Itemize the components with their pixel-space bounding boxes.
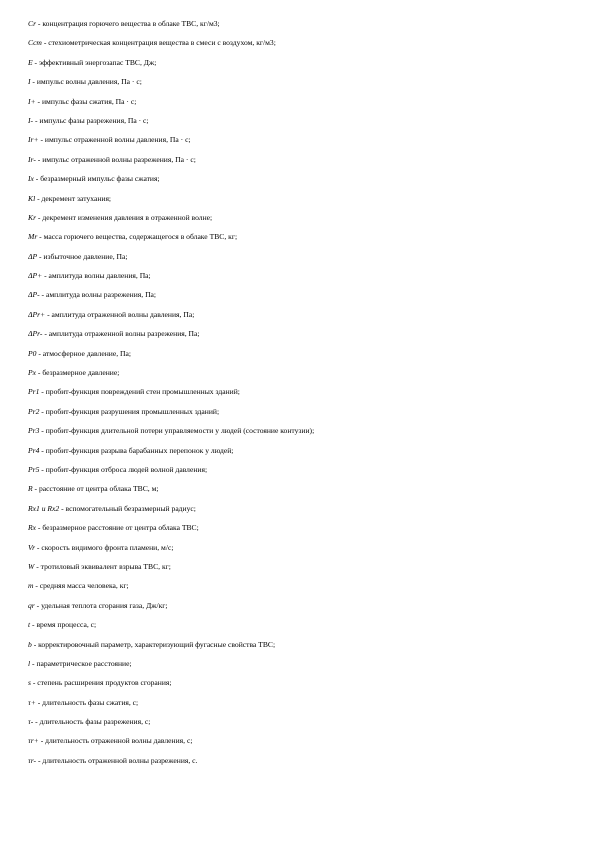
notation-symbol: b: [28, 639, 32, 649]
notation-symbol: Cr: [28, 19, 37, 28]
notation-definition: - концентрация горючего вещества в облаке ТВС, кг/м3;: [36, 19, 220, 28]
notation-symbol: qr: [28, 600, 35, 610]
notation-item: [28, 635, 573, 654]
notation-definition: - амплитуда волны разрежения, Па;: [39, 290, 157, 300]
notation-definition: - пробит-функция разрыва барабанных перепонок у людей;: [39, 445, 234, 455]
notation-symbol: I+: [28, 96, 36, 106]
notation-definition: - эффективный энергозапас ТВС, Дж;: [32, 57, 157, 67]
notation-definition: - вспомогательный безразмерный радиус;: [59, 503, 196, 513]
notation-definition: - средняя масса человека, кг;: [33, 581, 129, 591]
notation-item: [28, 53, 573, 72]
notation-definition: - импульс волны давления, Па · с;: [30, 77, 142, 87]
notation-item: [28, 596, 573, 615]
notation-symbol: τr-: [28, 755, 37, 765]
notation-definition: - безразмерное расстояние от центра облака ТВС;: [36, 523, 199, 533]
notation-item: [28, 227, 573, 246]
notation-definition: - тротиловый эквивалент взрыва ТВС, кг;: [34, 561, 171, 571]
notation-symbol: Pr3: [28, 426, 40, 436]
notation-definition: - импульс фазы сжатия, Па · с;: [35, 96, 137, 106]
notation-item: [28, 208, 573, 227]
notation-definition: - расстояние от центра облака ТВС, м;: [32, 484, 159, 494]
notation-symbol: s: [28, 678, 31, 688]
notation-definition: - длительность фазы сжатия, с;: [35, 697, 139, 707]
notation-symbol: ΔPr+: [28, 309, 46, 319]
notation-item: [28, 92, 573, 111]
notation-definition: - пробит-функция повреждений стен промышленных зданий;: [39, 387, 240, 397]
notation-item: [28, 344, 573, 363]
notation-item: [28, 693, 573, 712]
notation-symbol: Ccт: [28, 38, 42, 48]
notation-item: [28, 518, 573, 537]
notation-definition: - время процесса, с;: [30, 620, 97, 630]
notation-definition: - параметрическое расстояние;: [30, 658, 132, 668]
notation-symbol: ΔP: [28, 251, 38, 261]
notation-definition: - амплитуда отраженной волны давления, Па;: [45, 309, 195, 319]
notation-list: [28, 14, 573, 770]
notation-definition: - безразмерный импульс фазы сжатия;: [33, 174, 160, 184]
notation-definition: - декремент затухания;: [35, 193, 112, 203]
notation-symbol: Pr2: [28, 406, 40, 416]
notation-symbol: m: [28, 581, 34, 591]
notation-symbol: ΔP-: [28, 290, 40, 300]
notation-definition: - атмосферное давление, Па;: [36, 348, 131, 358]
notation-definition: - длительность отраженной волны давления, с;: [38, 736, 193, 746]
notation-item: [28, 421, 573, 440]
notation-item: [28, 576, 573, 595]
notation-symbol: Ir+: [28, 135, 39, 145]
notation-definition: - амплитуда волны давления, Па;: [42, 271, 151, 281]
notation-item: [28, 169, 573, 188]
notation-symbol: I: [28, 77, 31, 87]
notation-item: [28, 712, 573, 731]
notation-symbol: τr+: [28, 736, 39, 746]
notation-item: [28, 402, 573, 421]
notation-symbol: Pr4: [28, 445, 40, 455]
notation-symbol: W: [28, 561, 35, 571]
notation-definition: - корректировочный параметр, характеризующий фугасные свойства ТВС;: [31, 639, 276, 649]
notation-definition: - длительность фазы разрежения, с;: [33, 717, 151, 727]
notation-symbol: Vr: [28, 542, 36, 552]
notation-definition: - избыточное давление, Па;: [37, 251, 128, 261]
notation-item: [28, 751, 573, 770]
notation-definition: - пробит-функция разрушения промышленных зданий;: [39, 406, 220, 416]
notation-item: [28, 33, 573, 52]
notation-symbol: τ+: [28, 697, 36, 707]
notation-definition: - удельная теплота сгорания газа, Дж/кг;: [34, 600, 168, 610]
notation-item: [28, 538, 573, 557]
notation-symbol: Rx: [28, 523, 37, 533]
notation-item: [28, 150, 573, 169]
notation-definition: - пробит-функция длительной потери управляемости у людей (состояние контузии);: [39, 426, 315, 436]
notation-symbol: τ-: [28, 717, 34, 727]
notation-symbol: R: [28, 484, 33, 494]
notation-definition: - масса горючего вещества, содержащегося в облаке ТВС, кг;: [37, 232, 238, 242]
notation-symbol: t: [28, 620, 31, 630]
notation-symbol: ΔP+: [28, 271, 43, 281]
notation-symbol: P0: [28, 348, 37, 358]
notation-item: [28, 441, 573, 460]
notation-definition: - импульс отраженной волны разрежения, Па · с;: [35, 154, 196, 164]
notation-symbol: I-: [28, 115, 34, 125]
notation-item: [28, 305, 573, 324]
notation-definition: - степень расширения продуктов сгорания;: [30, 678, 172, 688]
notation-item: [28, 382, 573, 401]
notation-item: [28, 479, 573, 498]
notation-symbol: E: [28, 57, 33, 67]
notation-symbol: l: [28, 658, 31, 668]
notation-symbol: ΔPr-: [28, 329, 43, 339]
notation-symbol: Rx1 и Rx2: [28, 503, 60, 513]
notation-item: [28, 111, 573, 130]
notation-symbol: Kr: [28, 212, 37, 222]
notation-item: [28, 266, 573, 285]
notation-symbol: Kl: [28, 193, 36, 203]
notation-item: [28, 72, 573, 91]
notation-item: [28, 673, 573, 692]
notation-item: [28, 14, 573, 33]
notation-item: [28, 247, 573, 266]
notation-item: [28, 654, 573, 673]
notation-item: [28, 499, 573, 518]
notation-symbol: Pr5: [28, 464, 40, 474]
notation-definition: - скорость видимого фронта пламени, м/с;: [35, 542, 174, 552]
notation-symbol: Pr1: [28, 387, 40, 397]
notation-symbol: Px: [28, 368, 37, 378]
notation-item: [28, 557, 573, 576]
notation-definition: - декремент изменения давления в отраженной волне;: [36, 212, 213, 222]
notation-item: [28, 189, 573, 208]
notation-definition: - безразмерное давление;: [36, 368, 120, 378]
notation-symbol: Ix: [28, 174, 34, 184]
notation-symbol: Ir-: [28, 154, 36, 164]
notation-definition: - стехиометрическая концентрация вещества в смеси с воздухом, кг/м3;: [41, 38, 276, 48]
notation-item: [28, 363, 573, 382]
notation-definition: - амплитуда отраженной волны разрежения, Па;: [42, 329, 200, 339]
notation-item: [28, 130, 573, 149]
notation-definition: - импульс фазы разрежения, Па · с;: [33, 115, 149, 125]
notation-definition: - пробит-функция отброса людей волной давления;: [39, 464, 208, 474]
notation-item: [28, 285, 573, 304]
notation-item: [28, 324, 573, 343]
notation-item: [28, 460, 573, 479]
notation-item: [28, 731, 573, 750]
notation-definition: - импульс отраженной волны давления, Па · с;: [38, 135, 191, 145]
notation-item: [28, 615, 573, 634]
notation-definition: - длительность отраженной волны разрежения, с.: [36, 755, 198, 765]
notation-symbol: Mr: [28, 232, 38, 242]
